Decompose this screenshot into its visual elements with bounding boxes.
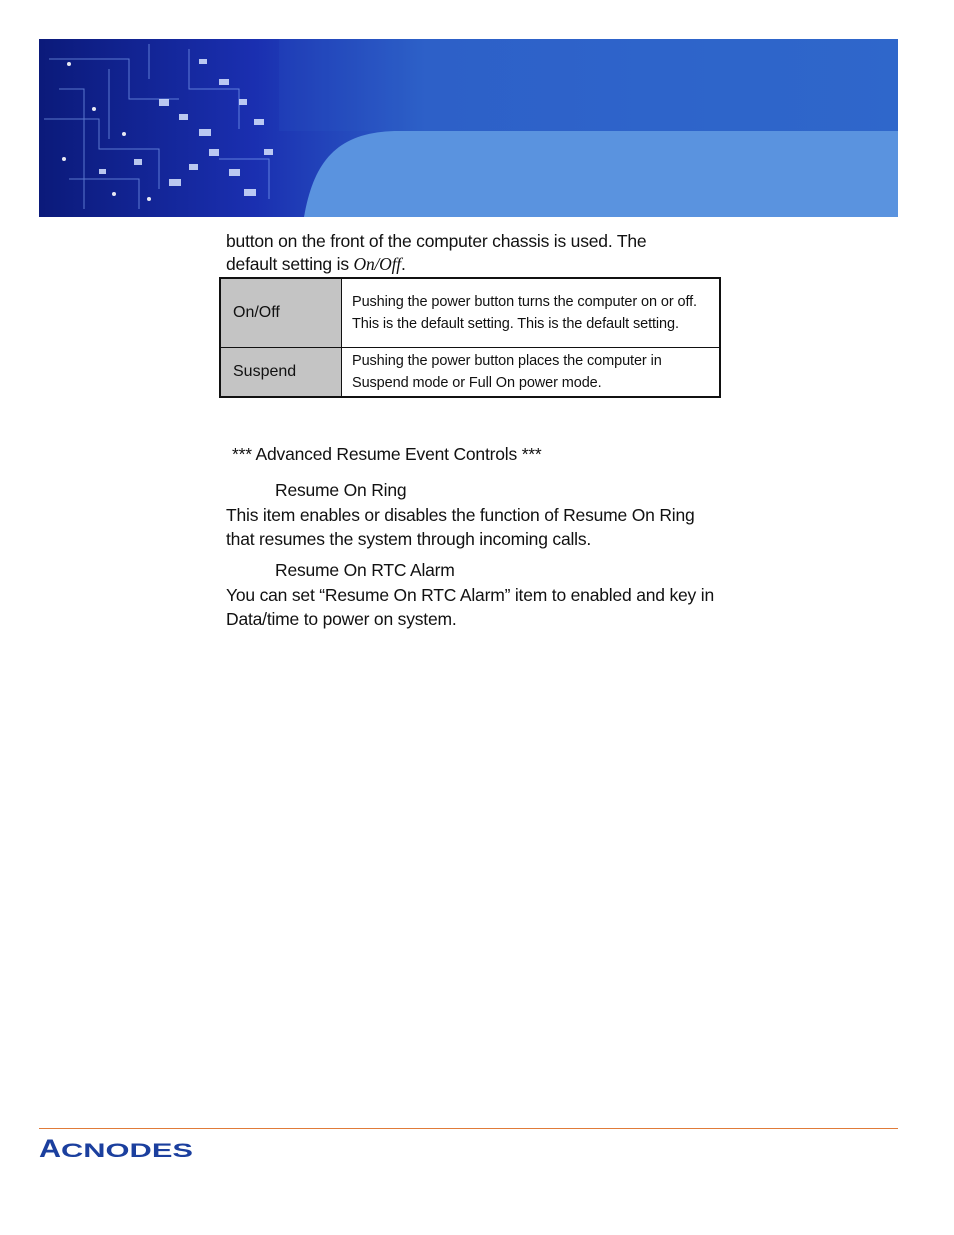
item-title-resume-on-rtc-alarm: Resume On RTC Alarm xyxy=(275,560,455,580)
table-row xyxy=(220,347,720,397)
intro-line-2-suffix: . xyxy=(400,254,406,274)
option-description: Pushing the power button turns the computer on or off. This is the default setting. This is the default setting. xyxy=(342,278,721,347)
svg-text:CNODES: CNODES xyxy=(61,1141,193,1162)
item-title-resume-on-ring: Resume On Ring xyxy=(275,480,407,500)
svg-text:A: A xyxy=(39,1136,61,1162)
item-description-resume-on-rtc-alarm: You can set “Resume On RTC Alarm” item to enabled and key in Data/time to power on system. xyxy=(226,585,714,629)
acnodes-logo xyxy=(39,1136,199,1167)
intro-line-2-prefix: default setting is xyxy=(226,254,354,274)
power-button-options-table xyxy=(219,277,721,398)
header-banner xyxy=(39,39,898,217)
option-name: Suspend xyxy=(220,347,342,397)
intro-paragraph xyxy=(226,230,716,276)
intro-line-1: button on the front of the computer chassis is used. The xyxy=(226,231,647,251)
option-description: Pushing the power button places the computer in Suspend mode or Full On power mode. xyxy=(342,347,721,397)
table-row xyxy=(220,278,720,347)
circuit-board-banner-image xyxy=(39,39,898,217)
acnodes-logo-icon xyxy=(39,1136,199,1162)
item-description-resume-on-ring: This item enables or disables the function of Resume On Ring that resumes the system through incoming calls. xyxy=(226,505,695,549)
option-name: On/Off xyxy=(220,278,342,347)
section-heading: *** Advanced Resume Event Controls *** xyxy=(232,444,542,464)
footer-divider xyxy=(39,1128,898,1129)
default-setting-emphasis: On/Off xyxy=(353,254,401,274)
